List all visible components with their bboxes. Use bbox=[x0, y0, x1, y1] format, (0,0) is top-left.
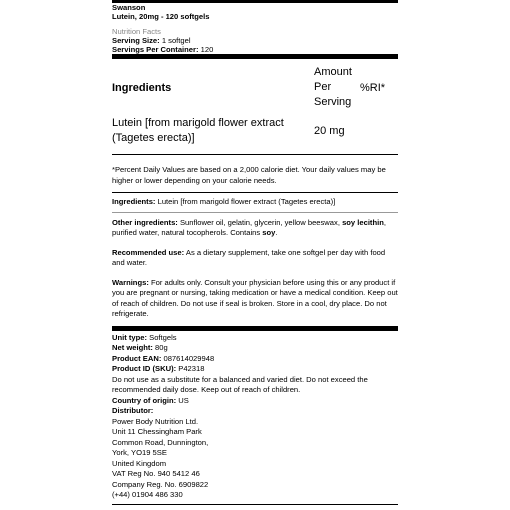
recommended-use-paragraph bbox=[112, 248, 398, 269]
recommended-use-label: Recommended use: bbox=[112, 247, 185, 257]
col-header-ri: %RI* bbox=[360, 81, 386, 94]
net-weight-row bbox=[112, 343, 398, 354]
amount-line-2: Per bbox=[314, 81, 332, 93]
servings-per-container-label: Servings Per Container: bbox=[112, 45, 199, 54]
serving-size bbox=[112, 36, 398, 45]
other-ingredients-text-2: , purified water, natural tocopherols. Contains bbox=[112, 217, 386, 237]
distributor-line: York, YO19 5SE bbox=[112, 448, 167, 457]
distributor-line: United Kingdom bbox=[112, 458, 167, 468]
other-ingredients-section bbox=[112, 213, 398, 239]
distributor-line: Unit 11 Chessingham Park bbox=[112, 427, 202, 436]
ingredients-paragraph bbox=[112, 197, 398, 208]
distributor-label-text: Distributor: bbox=[112, 406, 154, 415]
distributor-line: VAT Reg No. 940 5412 46 bbox=[112, 469, 200, 478]
origin-value: US bbox=[178, 395, 189, 405]
bottom-rule bbox=[112, 504, 398, 505]
ingredients-text: Lutein [from marigold flower extract (Tagetes erecta)] bbox=[157, 197, 336, 206]
recommended-use-text: As a dietary supplement, take one softgel per day with food and water. bbox=[112, 247, 386, 267]
other-ingredients-label: Other ingredients: bbox=[112, 217, 178, 227]
ean-label: Product EAN: bbox=[112, 353, 162, 363]
nutrition-thick-rule bbox=[112, 54, 398, 59]
supplement-label-panel bbox=[112, 0, 398, 510]
table-row-amount: 20 mg bbox=[314, 125, 345, 137]
warnings-paragraph bbox=[112, 278, 398, 320]
soy-lecithin-bold: soy lecithin bbox=[342, 217, 384, 227]
brand-name: Swanson bbox=[112, 3, 146, 12]
amount-line-1: Amount bbox=[314, 66, 352, 78]
soy-bold: soy bbox=[262, 228, 276, 237]
sku-row bbox=[112, 364, 398, 375]
origin-label: Country of origin: bbox=[112, 395, 177, 405]
distributor-line: Company Reg. No. 6909822 bbox=[112, 479, 209, 489]
unit-type-label: Unit type: bbox=[112, 332, 148, 342]
warnings-label: Warnings: bbox=[112, 277, 149, 287]
col-header-ingredients: Ingredients bbox=[112, 81, 172, 94]
distributor-line: Power Body Nutrition Ltd. bbox=[112, 416, 199, 426]
servings-per-container bbox=[112, 45, 398, 54]
other-ingredients-text: Sunflower oil, gelatin, glycerin, yellow beeswax, bbox=[179, 217, 340, 227]
servings-per-container-value: 120 bbox=[200, 45, 214, 54]
serving-size-label: Serving Size: bbox=[112, 36, 160, 45]
ingredient-table bbox=[112, 65, 398, 146]
distributor-line: (+44) 01904 486 330 bbox=[112, 490, 183, 499]
net-weight-value: 80g bbox=[155, 343, 168, 352]
ean-row bbox=[112, 354, 398, 365]
daily-value-footnote: *Percent Daily Values are based on a 2,000 calorie diet. Your daily values may be higher or lower depending on your calorie needs. bbox=[112, 165, 386, 185]
col-header-amount bbox=[314, 65, 360, 110]
serving-size-value: 1 softgel bbox=[161, 36, 191, 45]
amount-line-3: Serving bbox=[314, 96, 352, 108]
warnings-text: For adults only. Consult your physician before using this or any product if you are pregnant or nursing, taking medication or have a medical condition. Keep out of reach of children. Do not use if seal is broken. Store in a cool, dry place. Do not refrigerate. bbox=[112, 277, 398, 318]
origin-row bbox=[112, 396, 398, 407]
sku-value: P42318 bbox=[178, 364, 205, 373]
distributor-label bbox=[112, 406, 398, 417]
ingredients-label: Ingredients: bbox=[112, 197, 156, 206]
net-weight-label: Net weight: bbox=[112, 343, 153, 352]
sku-label: Product ID (SKU): bbox=[112, 364, 177, 373]
unit-type-value: Softgels bbox=[149, 332, 177, 342]
details-thick-rule bbox=[112, 326, 398, 331]
product-name: Lutein, 20mg - 120 softgels bbox=[112, 12, 210, 21]
disclaimer-text: Do not use as a substitute for a balanced and varied diet. Do not exceed the recommended daily dose. Keep out of reach of children. bbox=[112, 374, 368, 394]
unit-type-row bbox=[112, 333, 398, 344]
nutrition-facts-title: Nutrition Facts bbox=[112, 27, 161, 36]
distributor-line: Common Road, Dunnington, bbox=[112, 437, 209, 447]
table-row-ri bbox=[360, 125, 398, 131]
ean-value: 087614029948 bbox=[163, 353, 215, 363]
other-ingredients-paragraph bbox=[112, 218, 398, 239]
ingredients-section bbox=[112, 193, 398, 208]
other-ingredients-text-3: . bbox=[275, 228, 278, 237]
table-row-ingredient: Lutein [from marigold flower extract (Tagetes erecta)] bbox=[112, 117, 284, 144]
